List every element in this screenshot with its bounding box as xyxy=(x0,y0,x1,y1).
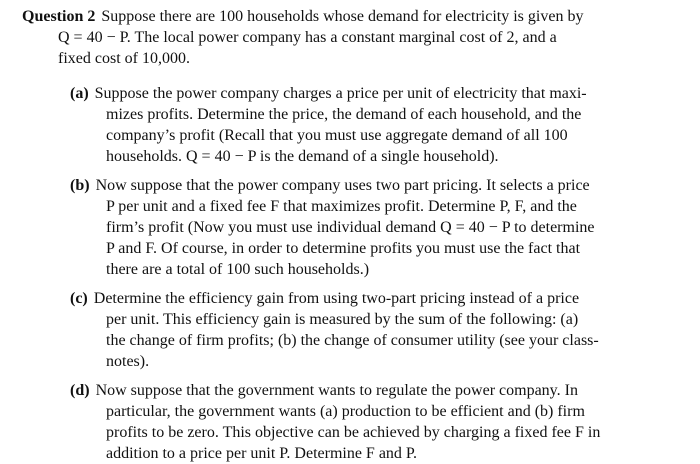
part-b-line-5: there are a total of 100 such households.) xyxy=(106,261,370,278)
part-d-first-line xyxy=(70,381,578,401)
question-intro-line-1: Suppose there are 100 households whose demand for electricity is given by xyxy=(101,8,584,25)
part-b-first-line xyxy=(70,176,590,196)
part-a-line-2: mizes profits. Determine the price, the demand of each household, and the xyxy=(106,106,582,123)
question-label: Question 2 xyxy=(22,8,96,25)
part-a-line-4: households. Q = 40 − P is the demand of a single household). xyxy=(106,148,499,165)
question-intro-line-2: Q = 40 − P. The local power company has a constant marginal cost of 2, and a xyxy=(58,29,557,46)
part-a-first-line xyxy=(70,84,587,104)
part-b-line-4: P and F. Of course, in order to determine profits you must use the fact that xyxy=(106,240,581,257)
part-b-line-3: firm’s profit (Now you must use individual demand Q = 40 − P to determine xyxy=(106,219,595,236)
part-c-line-2: per unit. This efficiency gain is measured by the sum of the following: (a) xyxy=(106,311,579,328)
part-b-label: (b) xyxy=(70,177,90,194)
part-c-line-1: Determine the efficiency gain from using two-part pricing instead of a price xyxy=(93,290,580,307)
part-a-line-3: company’s profit (Recall that you must use aggregate demand of all 100 xyxy=(106,127,568,144)
part-d-line-2: particular, the government wants (a) production to be efficient and (b) firm xyxy=(106,403,585,420)
question-first-line xyxy=(22,7,583,27)
part-c-line-3: the change of firm profits; (b) the change of consumer utility (see your class- xyxy=(106,332,599,349)
part-d-label: (d) xyxy=(70,382,90,399)
part-c-first-line xyxy=(70,289,579,309)
part-a-line-1: Suppose the power company charges a price per unit of electricity that maxi- xyxy=(94,85,587,102)
part-c-line-4: notes). xyxy=(106,353,150,370)
part-c-label: (c) xyxy=(70,290,88,307)
part-d-line-1: Now suppose that the government wants to regulate the power company. In xyxy=(95,382,578,399)
part-a-label: (a) xyxy=(70,85,89,102)
part-b-line-1: Now suppose that the power company uses two part pricing. It selects a price xyxy=(95,177,590,194)
part-d-line-4: addition to a price per unit P. Determine F and P. xyxy=(106,445,418,462)
question-intro-line-3: fixed cost of 10,000. xyxy=(58,50,190,67)
part-b-line-2: P per unit and a fixed fee F that maximizes profit. Determine P, F, and the xyxy=(106,198,577,215)
part-d-line-3: profits to be zero. This objective can be achieved by charging a fixed fee F in xyxy=(106,424,601,441)
